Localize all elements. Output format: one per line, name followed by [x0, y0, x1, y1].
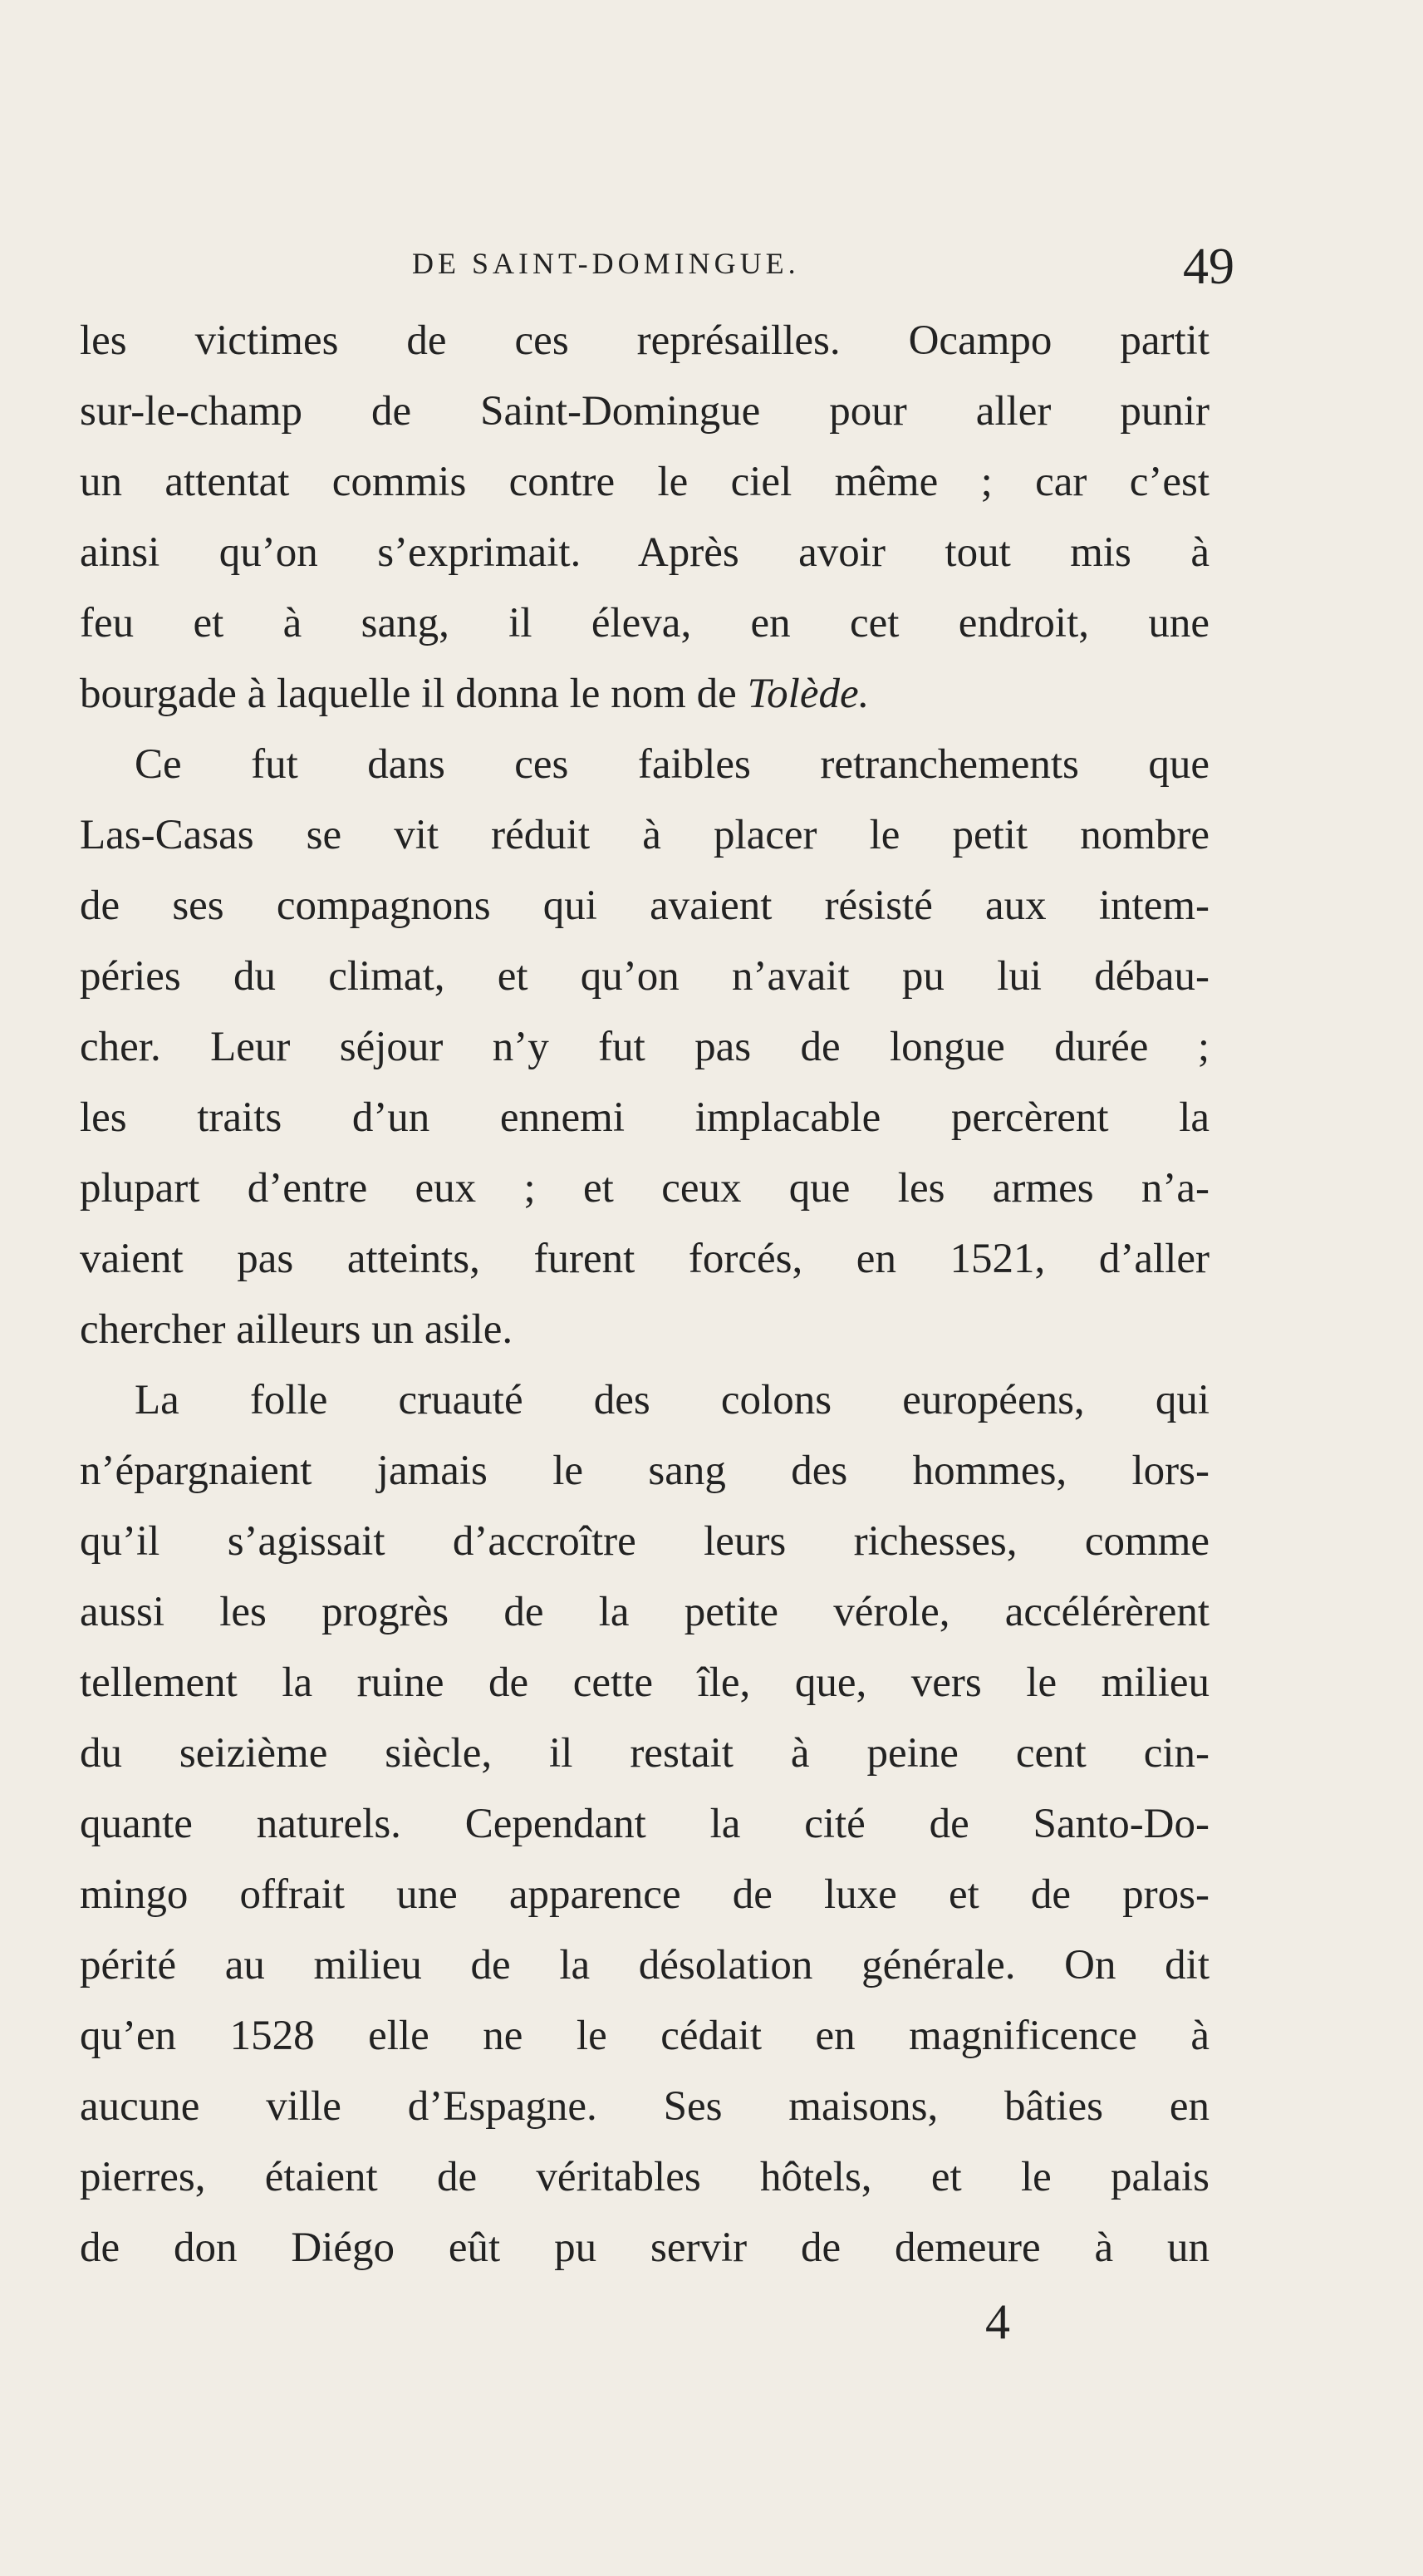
text-line: périté au milieu de la désolation générale. On dit	[80, 1942, 1210, 1989]
signature-mark: 4	[985, 2294, 1010, 2349]
body-text	[80, 306, 1210, 2283]
text-line: ainsi qu’on s’exprimait. Après avoir tout mis à	[80, 529, 1210, 576]
text-line: chercher ailleurs un asile.	[80, 1306, 513, 1353]
text-line: quante naturels. Cependant la cité de Santo-Do-	[80, 1801, 1210, 1847]
text-line: mingo offrait une apparence de luxe et de pros-	[80, 1871, 1210, 1918]
italic-place-name: Tolède.	[747, 671, 870, 717]
text-line: n’épargnaient jamais le sang des hommes, lors-	[80, 1448, 1210, 1494]
running-title: DE SAINT-DOMINGUE.	[412, 247, 800, 280]
text-line: plupart d’entre eux ; et ceux que les armes n’a-	[80, 1165, 1210, 1212]
text-line: les traits d’un ennemi implacable percèrent la	[80, 1094, 1210, 1141]
text-line: qu’il s’agissait d’accroître leurs richesses, comme	[80, 1518, 1210, 1565]
text-line: un attentat commis contre le ciel même ; car c’est	[80, 459, 1210, 505]
text-line: tellement la ruine de cette île, que, vers le milieu	[80, 1659, 1210, 1706]
text-line	[80, 659, 1210, 730]
page-number: 49	[1183, 238, 1234, 295]
text-line: feu et à sang, il éleva, en cet endroit, une	[80, 600, 1210, 646]
paragraph-start-line: La folle cruauté des colons européens, qui	[135, 1377, 1210, 1423]
text-line: de ses compagnons qui avaient résisté aux intem-	[80, 882, 1210, 929]
text-line: aucune ville d’Espagne. Ses maisons, bâties en	[80, 2083, 1210, 2130]
text-line-start: bourgade à laquelle il donna le nom de	[80, 671, 748, 717]
text-line: du seizième siècle, il restait à peine cent cin-	[80, 1730, 1210, 1777]
text-line: cher. Leur séjour n’y fut pas de longue durée ;	[80, 1024, 1210, 1070]
text-line: aussi les progrès de la petite vérole, accélérèrent	[80, 1589, 1210, 1635]
running-head	[80, 238, 1234, 295]
text-line: de don Diégo eût pu servir de demeure à un	[80, 2225, 1210, 2271]
paragraph-start-line: Ce fut dans ces faibles retranchements que	[135, 741, 1210, 788]
text-line: vaient pas atteints, furent forcés, en 1521, d’aller	[80, 1236, 1210, 1282]
text-line: pierres, étaient de véritables hôtels, et le palais	[80, 2154, 1210, 2200]
text-line: les victimes de ces représailles. Ocampo partit	[80, 317, 1210, 364]
text-line: qu’en 1528 elle ne le cédait en magnificence à	[80, 2013, 1210, 2059]
text-line: sur-le-champ de Saint-Domingue pour aller punir	[80, 388, 1210, 435]
text-line: Las-Casas se vit réduit à placer le petit nombre	[80, 812, 1210, 858]
text-line: péries du climat, et qu’on n’avait pu lui débau-	[80, 953, 1210, 1000]
